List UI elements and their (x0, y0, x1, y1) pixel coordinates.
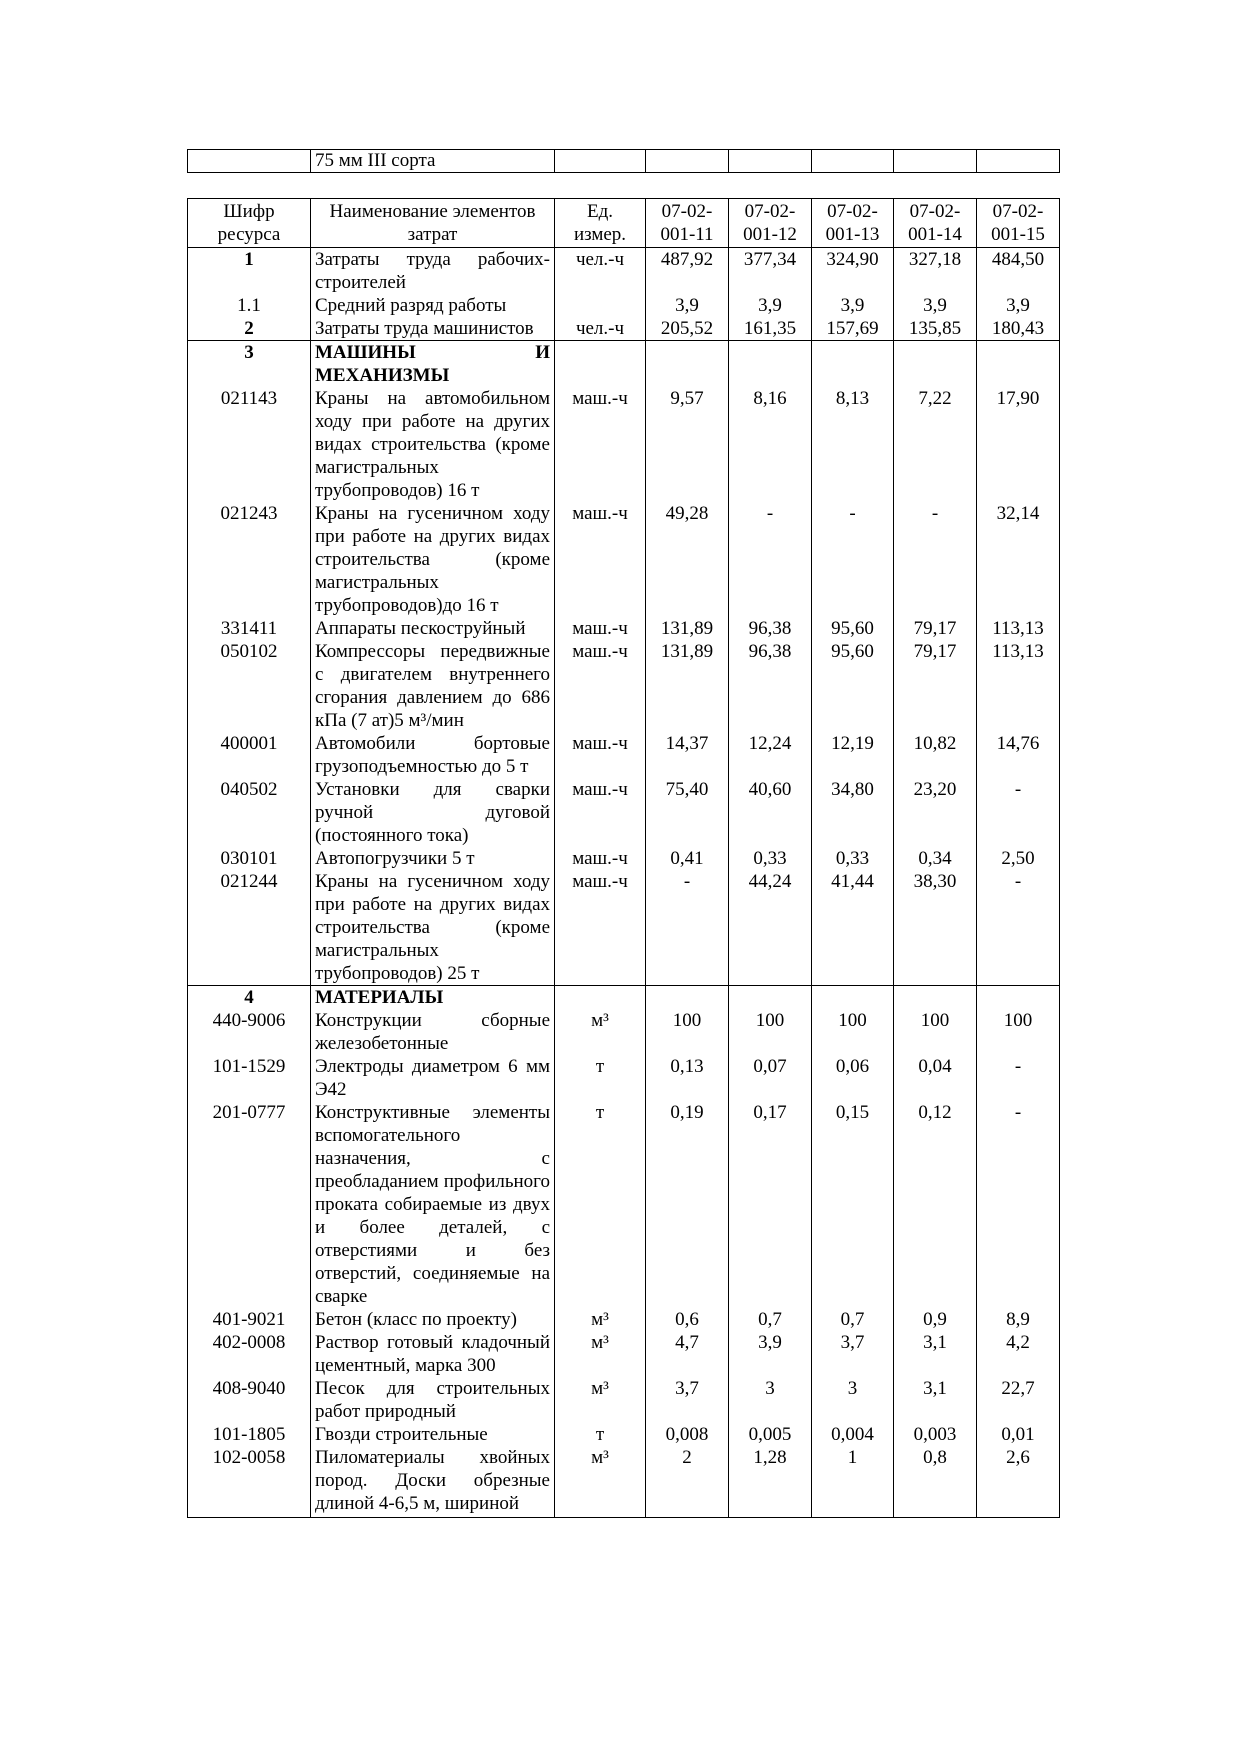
header-col-4: 07-02-001-14 (894, 199, 977, 248)
cell-value: 161,35 (729, 317, 812, 341)
cell-value: 0,12 (894, 1101, 977, 1308)
cell-value: 100 (977, 1009, 1060, 1055)
cell-code: 030101 (188, 847, 311, 870)
cell-value: 0,19 (646, 1101, 729, 1308)
cell-code: 2 (188, 317, 311, 341)
cell-unit: маш.-ч (555, 778, 646, 847)
cell-value: 95,60 (812, 640, 894, 732)
cell-value: 113,13 (977, 640, 1060, 732)
section-title-materials: МАТЕРИАЛЫ (311, 986, 555, 1010)
cell-value: 0,07 (729, 1055, 812, 1101)
cell-value: 12,19 (812, 732, 894, 778)
cell-value: 3,9 (894, 294, 977, 317)
header-col-2: 07-02-001-12 (729, 199, 812, 248)
cell-unit: т (555, 1101, 646, 1308)
cell-value: 0,8 (894, 1446, 977, 1518)
cell-value: 327,18 (894, 248, 977, 295)
cell-code: 402-0008 (188, 1331, 311, 1377)
cell-value: 95,60 (812, 617, 894, 640)
cell-value: 22,7 (977, 1377, 1060, 1423)
cell-value: 3,9 (977, 294, 1060, 317)
cell-value: 96,38 (729, 640, 812, 732)
cell-value: 7,22 (894, 387, 977, 502)
cell-code: 401-9021 (188, 1308, 311, 1331)
cell-value: 0,33 (729, 847, 812, 870)
header-unit: Ед. измер. (555, 199, 646, 248)
cell-value: 0,008 (646, 1423, 729, 1446)
table-row (188, 387, 1060, 502)
table-row (188, 248, 1060, 295)
cell-value: 324,90 (812, 248, 894, 295)
cell-value: 0,04 (894, 1055, 977, 1101)
cell-value: 0,01 (977, 1423, 1060, 1446)
cell-code: 021243 (188, 502, 311, 617)
cell-value: 0,34 (894, 847, 977, 870)
cell-value: 484,50 (977, 248, 1060, 295)
cell-value: 0,004 (812, 1423, 894, 1446)
cell-value: 135,85 (894, 317, 977, 341)
cell-code (188, 150, 311, 173)
section-title-machines: МАШИНЫ И МЕХАНИЗМЫ (311, 341, 555, 388)
cell-unit: м³ (555, 1446, 646, 1518)
cell-name: Автопогрузчики 5 т (311, 847, 555, 870)
cell-name: Установки для сварки ручной дуговой (постоянного тока) (311, 778, 555, 847)
table-row (188, 1423, 1060, 1446)
table-row (188, 617, 1060, 640)
cell-value: 0,005 (729, 1423, 812, 1446)
cell-code: 040502 (188, 778, 311, 847)
table-row (188, 1308, 1060, 1331)
cell-unit: чел.-ч (555, 317, 646, 341)
cell-value: 3 (812, 1377, 894, 1423)
cell-name: Раствор готовый кладочный цементный, марка 300 (311, 1331, 555, 1377)
cell-value: 3,9 (729, 294, 812, 317)
cell-value: 0,9 (894, 1308, 977, 1331)
cell-value: 100 (646, 1009, 729, 1055)
cell-value: 3,9 (729, 1331, 812, 1377)
cell-value: 3,7 (646, 1377, 729, 1423)
cell-code: 201-0777 (188, 1101, 311, 1308)
table-row (188, 502, 1060, 617)
cell-code: 021143 (188, 387, 311, 502)
cell-unit: чел.-ч (555, 248, 646, 295)
cell-name: Затраты труда рабочих-строителей (311, 248, 555, 295)
cell-value: 0,17 (729, 1101, 812, 1308)
section-row-materials (188, 986, 1060, 1010)
cell-name: Автомобили бортовые грузоподъемностью до 5 т (311, 732, 555, 778)
cell-code: 331411 (188, 617, 311, 640)
cell-value: 1,28 (729, 1446, 812, 1518)
cell-value: 3,1 (894, 1331, 977, 1377)
cell-value: 10,82 (894, 732, 977, 778)
cell-value: - (977, 1055, 1060, 1101)
cell-value: 40,60 (729, 778, 812, 847)
cell-value: 157,69 (812, 317, 894, 341)
cell-value: 8,16 (729, 387, 812, 502)
cell-value: 0,06 (812, 1055, 894, 1101)
cell-unit: маш.-ч (555, 502, 646, 617)
cell-value: 100 (812, 1009, 894, 1055)
table-row (188, 294, 1060, 317)
cell-code: 4 (188, 986, 311, 1010)
cell-value: 131,89 (646, 617, 729, 640)
cell-value: 8,9 (977, 1308, 1060, 1331)
cell-value: 12,24 (729, 732, 812, 778)
cell-value: - (894, 502, 977, 617)
cell-name: Компрессоры передвижные с двигателем внутреннего сгорания давлением до 686 кПа (7 ат)5 м³/мин (311, 640, 555, 732)
cell-unit: т (555, 1423, 646, 1446)
cell-value: 3,7 (812, 1331, 894, 1377)
cell-value: 79,17 (894, 640, 977, 732)
cell-value: 3 (729, 1377, 812, 1423)
cell-value: 4,2 (977, 1331, 1060, 1377)
cell-value: 9,57 (646, 387, 729, 502)
cell-value: 8,13 (812, 387, 894, 502)
table-row (188, 1331, 1060, 1377)
cell-unit: м³ (555, 1009, 646, 1055)
cell-value: 100 (729, 1009, 812, 1055)
cell-value: 180,43 (977, 317, 1060, 341)
cell-name: Электроды диаметром 6 мм Э42 (311, 1055, 555, 1101)
top-table-fragment (187, 149, 1060, 173)
cell-value: 2 (646, 1446, 729, 1518)
table-row (188, 1377, 1060, 1423)
cell-code: 1.1 (188, 294, 311, 317)
cell-value: - (812, 502, 894, 617)
cell-unit: м³ (555, 1308, 646, 1331)
cell-value: 44,24 (729, 870, 812, 986)
table-row (188, 778, 1060, 847)
cell-value: - (977, 778, 1060, 847)
cell-value: 131,89 (646, 640, 729, 732)
cell-value: 49,28 (646, 502, 729, 617)
cell-code: 021244 (188, 870, 311, 986)
cell-name: Краны на автомобильном ходу при работе на других видах строительства (кроме магистральных трубопроводов) 16 т (311, 387, 555, 502)
header-col-3: 07-02-001-13 (812, 199, 894, 248)
cell-value: 0,7 (729, 1308, 812, 1331)
cell-code: 101-1529 (188, 1055, 311, 1101)
cell-name: Краны на гусеничном ходу при работе на других видах строительства (кроме магистральных трубопроводов)до 16 т (311, 502, 555, 617)
cell-name: Аппараты пескоструйный (311, 617, 555, 640)
cell-value: 17,90 (977, 387, 1060, 502)
header-code: Шифр ресурса (188, 199, 311, 248)
cell-name: Краны на гусеничном ходу при работе на других видах строительства (кроме магистральных трубопроводов) 25 т (311, 870, 555, 986)
cell-code: 1 (188, 248, 311, 295)
header-col-5: 07-02-001-15 (977, 199, 1060, 248)
cell-value: 3,9 (646, 294, 729, 317)
cell-value: 377,34 (729, 248, 812, 295)
cell-name: Гвозди строительные (311, 1423, 555, 1446)
cell-unit: м³ (555, 1331, 646, 1377)
cell-value: 96,38 (729, 617, 812, 640)
cell-code: 400001 (188, 732, 311, 778)
cell-value: 487,92 (646, 248, 729, 295)
cell-value: 14,37 (646, 732, 729, 778)
table-row (188, 847, 1060, 870)
cell-name: Средний разряд работы (311, 294, 555, 317)
cell-value: 0,6 (646, 1308, 729, 1331)
cell-code: 440-9006 (188, 1009, 311, 1055)
cell-unit: маш.-ч (555, 870, 646, 986)
cell-value: 0,003 (894, 1423, 977, 1446)
cell-value: - (977, 870, 1060, 986)
cell-value: 0,33 (812, 847, 894, 870)
cell-value: 32,14 (977, 502, 1060, 617)
table-row (188, 1101, 1060, 1308)
cell-value: 0,41 (646, 847, 729, 870)
cell-value: - (729, 502, 812, 617)
cell-value: 79,17 (894, 617, 977, 640)
cell-name: Бетон (класс по проекту) (311, 1308, 555, 1331)
cell-name: 75 мм III сорта (311, 150, 555, 173)
cell-unit: маш.-ч (555, 617, 646, 640)
cell-value: 205,52 (646, 317, 729, 341)
cell-unit: маш.-ч (555, 847, 646, 870)
cell-value: 1 (812, 1446, 894, 1518)
table-row (188, 1446, 1060, 1518)
cell-value: 113,13 (977, 617, 1060, 640)
table-row (188, 150, 1060, 173)
cell-value: 4,7 (646, 1331, 729, 1377)
cell-unit: т (555, 1055, 646, 1101)
cell-code: 3 (188, 341, 311, 388)
cell-value: 0,7 (812, 1308, 894, 1331)
cell-value: 2,6 (977, 1446, 1060, 1518)
section-row-machines (188, 341, 1060, 388)
cell-value: 2,50 (977, 847, 1060, 870)
table-row (188, 1009, 1060, 1055)
cell-name: Песок для строительных работ природный (311, 1377, 555, 1423)
cell-code: 102-0058 (188, 1446, 311, 1518)
cell-value: 23,20 (894, 778, 977, 847)
cell-name: Конструктивные элементы вспомогательного назначения, с преобладанием профильного проката собираемые из двух и более деталей, с отверстиями и без отверстий, соединяемые на сварке (311, 1101, 555, 1308)
resource-table (187, 198, 1060, 1518)
table-row (188, 870, 1060, 986)
cell-value: - (977, 1101, 1060, 1308)
cell-value: 34,80 (812, 778, 894, 847)
cell-value: 100 (894, 1009, 977, 1055)
cell-value: 14,76 (977, 732, 1060, 778)
cell-name: Затраты труда машинистов (311, 317, 555, 341)
cell-unit (555, 294, 646, 317)
cell-value: - (646, 870, 729, 986)
cell-code: 101-1805 (188, 1423, 311, 1446)
header-name: Наименование элементов затрат (311, 199, 555, 248)
cell-value: 0,15 (812, 1101, 894, 1308)
table-row (188, 732, 1060, 778)
cell-value: 3,1 (894, 1377, 977, 1423)
header-row (188, 199, 1060, 248)
cell-unit: маш.-ч (555, 732, 646, 778)
cell-value: 41,44 (812, 870, 894, 986)
cell-unit: м³ (555, 1377, 646, 1423)
cell-code: 050102 (188, 640, 311, 732)
table-row (188, 317, 1060, 341)
table-row (188, 1055, 1060, 1101)
cell-value: 0,13 (646, 1055, 729, 1101)
table-row (188, 640, 1060, 732)
header-col-1: 07-02-001-11 (646, 199, 729, 248)
cell-value: 75,40 (646, 778, 729, 847)
cell-name: Конструкции сборные железобетонные (311, 1009, 555, 1055)
cell-code: 408-9040 (188, 1377, 311, 1423)
cell-value: 38,30 (894, 870, 977, 986)
cell-name: Пиломатериалы хвойных пород. Доски обрезные длиной 4-6,5 м, шириной (311, 1446, 555, 1518)
cell-value: 3,9 (812, 294, 894, 317)
cell-unit: маш.-ч (555, 387, 646, 502)
cell-unit: маш.-ч (555, 640, 646, 732)
